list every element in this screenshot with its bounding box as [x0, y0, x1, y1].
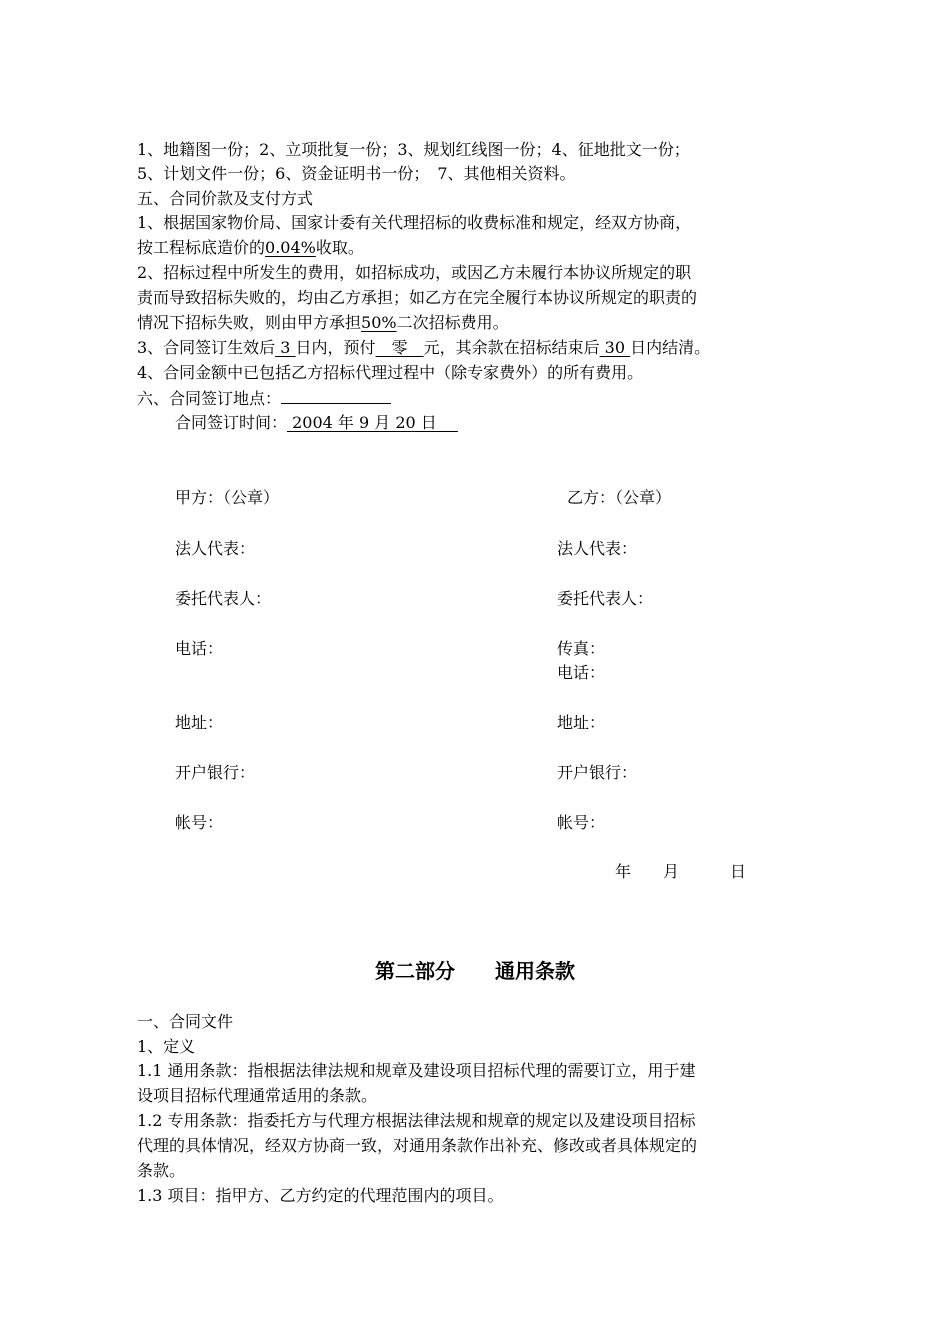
- definitions-heading: 1、定义: [137, 1037, 196, 1056]
- contract-documents-heading: 一、合同文件: [137, 1012, 234, 1031]
- item-2-line-3: [137, 311, 509, 335]
- definition-1-2-line-2: 代理的具体情况，经双方协商一致，对通用条款作出补充、修改或者具体规定的: [137, 1136, 698, 1155]
- definition-1-1-line-2: 设项目招标代理通常适用的条款。: [137, 1086, 378, 1105]
- party-b-phone-label: 电话：: [557, 663, 606, 682]
- date-month-label: 月: [663, 862, 680, 881]
- party-b-fax-label: 传真：: [557, 639, 606, 658]
- attachments-line-1: 1、地籍图一份；2、立项批复一份；3、规划红线图一份；4、征地批文一份；: [137, 140, 690, 159]
- date-year-label: 年: [615, 862, 632, 881]
- signing-time-line: [175, 411, 458, 435]
- party-b-seal-label: 乙方：（公章）: [567, 488, 672, 507]
- item-3-text-post: 日内结清。: [630, 338, 711, 357]
- item-2-text-pre: 情况下招标失败，则由甲方承担: [137, 313, 362, 332]
- party-b-legal-rep-label: 法人代表：: [557, 539, 638, 558]
- item-2-line-1: 2、招标过程中所发生的费用，如招标成功，或因乙方未履行本协议所规定的职: [137, 263, 692, 282]
- item-3-text-mid2: 元，其余款在招标结束后: [423, 338, 600, 357]
- section-6-line: [137, 386, 391, 411]
- party-a-agent-label: 委托代表人：: [175, 589, 272, 608]
- signing-time-value: 2004 年 9 月 20 日: [287, 413, 458, 432]
- fee-rate: 0.04%: [265, 238, 316, 257]
- retender-share: 50%: [361, 313, 397, 332]
- party-a-seal-label: 甲方：（公章）: [175, 488, 280, 507]
- party-b-bank-label: 开户银行：: [557, 763, 638, 782]
- item-2-line-2: 责而导致招标失败的，均由乙方承担；如乙方在完全履行本协议所规定的职责的: [137, 288, 698, 307]
- party-a-legal-rep-label: 法人代表：: [175, 539, 256, 558]
- party-a-phone-label: 电话：: [175, 639, 224, 658]
- section-5-heading: 五、合同价款及支付方式: [137, 189, 314, 208]
- item-1-text-pre: 按工程标底造价的: [137, 238, 266, 257]
- definition-1-2-line-3: 条款。: [137, 1161, 186, 1180]
- advance-days: 3: [275, 338, 296, 357]
- party-b-agent-label: 委托代表人：: [557, 589, 654, 608]
- item-3-line: [137, 336, 710, 360]
- definition-1-3-line: 1.3 项目：指甲方、乙方约定的代理范围内的项目。: [137, 1186, 504, 1205]
- definition-1-1-line-1: 1.1 通用条款：指根据法律法规和规章及建设项目招标代理的需要订立，用于建: [137, 1061, 696, 1080]
- item-3-text-pre: 3、合同签订生效后: [137, 338, 276, 357]
- party-a-bank-label: 开户银行：: [175, 763, 256, 782]
- party-b-address-label: 地址：: [557, 713, 606, 732]
- attachments-line-2: 5、计划文件一份；6、资金证明书一份； 7、其他相关资料。: [137, 164, 576, 183]
- definition-1-2-line-1: 1.2 专用条款：指委托方与代理方根据法律法规和规章的规定以及建设项目招标: [137, 1111, 696, 1130]
- item-2-text-post: 二次招标费用。: [396, 313, 509, 332]
- signing-place-label: 六、合同签订地点：: [137, 389, 282, 408]
- item-1-line-1: 1、根据国家物价局、国家计委有关代理招标的收费标准和规定，经双方协商，: [137, 213, 692, 232]
- party-b-account-label: 帐号：: [557, 813, 606, 832]
- item-1-text-post: 收取。: [315, 238, 364, 257]
- signing-time-label: 合同签订时间：: [175, 413, 288, 432]
- date-day-label: 日: [730, 862, 747, 881]
- party-a-account-label: 帐号：: [175, 813, 224, 832]
- item-4-line: 4、合同金额中已包括乙方招标代理过程中（除专家费外）的所有费用。: [137, 363, 644, 382]
- settlement-days: 30: [599, 338, 631, 357]
- party-a-address-label: 地址：: [175, 713, 224, 732]
- item-3-text-mid1: 日内，预付: [295, 338, 376, 357]
- advance-amount: 零: [375, 338, 424, 357]
- signing-place-blank: [281, 386, 391, 404]
- part-2-title: 第二部分 通用条款: [375, 959, 575, 983]
- item-1-line-2: [137, 236, 364, 260]
